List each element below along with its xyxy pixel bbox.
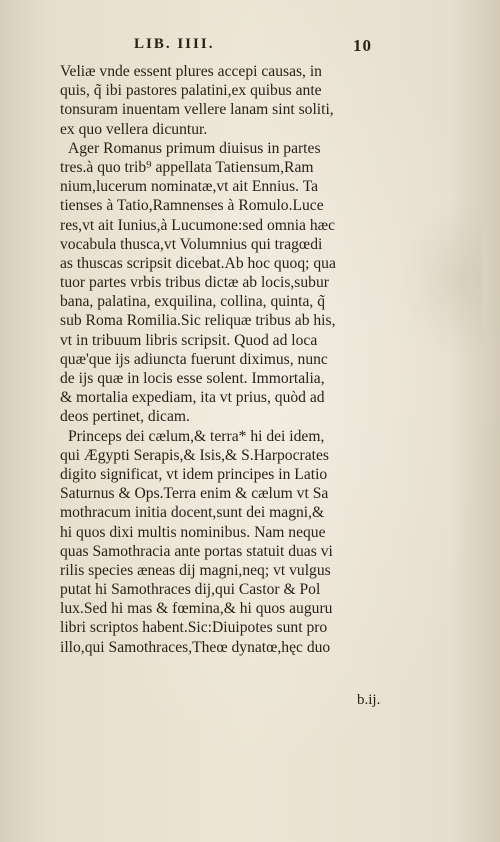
signature-mark: b.ij. bbox=[357, 692, 381, 708]
running-head: LIB. IIII. bbox=[134, 36, 215, 52]
text-line: res,vt ait Iunius,à Lucumone:sed omnia hæc bbox=[60, 216, 335, 234]
text-line: putat hi Samothraces dij,qui Castor & Pol bbox=[60, 581, 321, 599]
text-line: nium,lucerum nominatæ,vt ait Ennius. Ta bbox=[60, 178, 319, 196]
text-line: libri scriptos habent.Sic:Diuipotes sunt pro bbox=[60, 619, 328, 637]
text-line: deos pertinet, dicam. bbox=[60, 408, 190, 426]
text-line: Saturnus & Ops.Terra enim & cælum vt Sa bbox=[60, 485, 329, 503]
text-line: lux.Sed hi mas & fœmina,& hi quos auguru bbox=[60, 600, 333, 618]
text-line: hi quos dixi multis nominibus. Nam neque bbox=[60, 523, 326, 541]
text-line: mothracum initia docent,sunt dei magni,& bbox=[60, 504, 325, 522]
text-line: & mortalia expediam, ita vt prius, quòd ad bbox=[60, 389, 325, 407]
text-line: as thuscas scripsit dicebat.Ab hoc quoq; qua bbox=[60, 254, 336, 272]
text-line: bana, palatina, exquilina, collina, quinta, q̃ bbox=[60, 293, 326, 311]
folio-number: 10 bbox=[353, 36, 372, 55]
body-text bbox=[60, 62, 446, 657]
text-line: tres.à quo trib⁹ appellata Tatiensum,Ram bbox=[60, 158, 314, 176]
text-line: Veliæ vnde essent plures accepi causas, in bbox=[60, 63, 322, 80]
text-line: sub Roma Romilia.Sic reliquæ tribus ab his, bbox=[60, 312, 336, 330]
page-footer bbox=[0, 690, 500, 714]
text-line: qui Ægypti Serapis,& Isis,& S.Harpocrates bbox=[60, 446, 329, 464]
text-line: quæ'que ijs adiuncta fuerunt diximus, nunc bbox=[60, 350, 328, 368]
text-line: de ijs quæ in locis esse solent. Immortalia, bbox=[60, 370, 325, 387]
text-line: rilis species æneas dij magni,neq; vt vulgus bbox=[60, 561, 331, 579]
text-line: digito significat, vt idem principes in Latio bbox=[60, 465, 328, 483]
text-line: tienses à Tatio,Ramnenses à Romulo.Luce bbox=[60, 197, 324, 215]
text-line: tuor partes vrbis tribus dictæ ab locis,subur bbox=[60, 274, 329, 292]
page-header bbox=[0, 36, 500, 58]
text-line: ex quo vellera dicuntur. bbox=[60, 120, 208, 138]
paragraph-start-line: Ager Romanus primum diuisus in partes bbox=[68, 139, 321, 157]
text-line: quis, q̃ ibi pastores palatini,ex quibus ante bbox=[60, 82, 322, 100]
text-line: quas Samothracia ante portas statuit duas vi bbox=[60, 542, 333, 560]
text-line: vocabula thusca,vt Volumnius qui tragœdi bbox=[60, 235, 323, 253]
text-line: vt in tribuum libris scripsit. Quod ad loca bbox=[60, 331, 318, 349]
paragraph-start-line: Princeps dei cælum,& terra* hi dei idem, bbox=[68, 427, 325, 445]
text-line: illo,qui Samothraces,Theœ dynatœ,hęc duo bbox=[60, 638, 331, 656]
text-line: tonsuram inuentam vellere lanam sint soliti, bbox=[60, 101, 334, 119]
